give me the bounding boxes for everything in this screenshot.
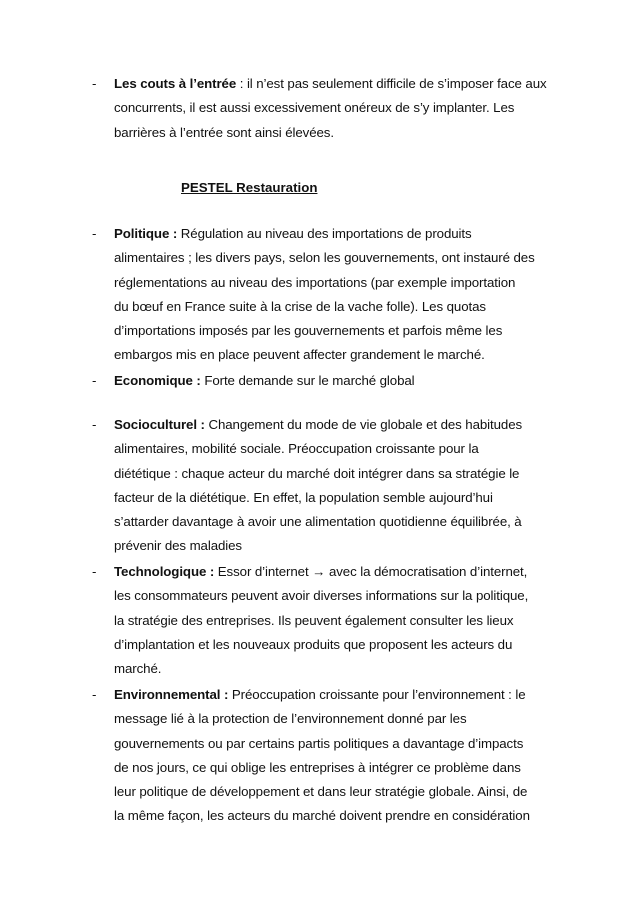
item-line-text: Changement du mode de vie globale et des habitudes (204, 417, 523, 432)
item-lines (114, 369, 584, 393)
item-term: Socioculturel : (114, 417, 205, 432)
item-line (114, 413, 584, 437)
item-line: gouvernements ou par certains partis politiques a davantage d’impacts (114, 735, 524, 751)
bullet-dash: - (92, 76, 97, 91)
item-line (114, 560, 584, 584)
item-line: la stratégie des entreprises. Ils peuvent également consulter les lieux (114, 612, 514, 628)
bullet-dash: - (92, 564, 97, 579)
intro-line-3: barrières à l’entrée sont ainsi élevées. (114, 124, 334, 140)
item-lines (114, 683, 584, 829)
item-line-text: Préoccupation croissante pour l’environnement : le (228, 687, 526, 702)
item-line: diététique : chaque acteur du marché doit intégrer dans sa stratégie le (114, 465, 520, 481)
intro-term: Les couts à l’entrée (114, 76, 237, 91)
item-lines (114, 413, 584, 559)
item-line: d’implantation et les nouveaux produits que proposent les acteurs du (114, 636, 513, 652)
item-line: d’importations imposés par les gouvernements et parfois même les (114, 323, 503, 339)
item-line: de nos jours, ce qui oblige les entreprises à intégrer ce problème dans (114, 759, 521, 775)
bullet-dash: - (92, 417, 97, 432)
item-line-text: Forte demande sur le marché global (200, 373, 415, 388)
item-lines (114, 222, 584, 368)
intro-line-2: concurrents, il est aussi excessivement onéreux de s’y implanter. Les (114, 100, 515, 116)
item-term: Technologique : (114, 564, 215, 579)
bullet-dash: - (92, 687, 97, 702)
item-line: du bœuf en France suite à la crise de la vache folle). Les quotas (114, 298, 486, 314)
intro-line-text: : il n’est pas seulement difficile de s’imposer face aux (236, 76, 547, 91)
item-line: la même façon, les acteurs du marché doivent prendre en considération (114, 808, 530, 824)
item-term: Environnemental : (114, 687, 229, 702)
item-line: facteur de la diététique. En effet, la population semble aujourd’hui (114, 489, 493, 505)
item-line: s’attarder davantage à avoir une alimentation quotidienne équilibrée, à (114, 514, 522, 530)
item-line (114, 683, 584, 707)
item-line: embargos mis en place peuvent affecter grandement le marché. (114, 347, 485, 363)
item-line: réglementations au niveau des importations (par exemple importation (114, 274, 516, 290)
bullet-dash: - (92, 373, 97, 388)
item-line: prévenir des maladies (114, 538, 242, 554)
section-title: PESTEL Restauration (181, 180, 318, 195)
item-line (114, 369, 584, 393)
item-line: leur politique de développement et dans leur stratégie globale. Ainsi, de (114, 784, 528, 800)
item-line-text: Régulation au niveau des importations de produits (177, 226, 472, 241)
item-term: Politique : (114, 226, 178, 241)
item-line (114, 222, 584, 246)
item-line: les consommateurs peuvent avoir diverses informations sur la politique, (114, 588, 529, 604)
item-line: message lié à la protection de l’environnement donné par les (114, 711, 467, 727)
item-line: alimentaires ; les divers pays, selon les gouvernements, ont instauré des (114, 250, 535, 266)
item-line: alimentaires, mobilité sociale. Préoccupation croissante pour la (114, 441, 479, 457)
item-line-text: Essor d’internet → avec la démocratisation d’internet, (214, 564, 528, 579)
item-term: Economique : (114, 373, 201, 388)
item-lines (114, 560, 584, 681)
intro-line-1 (114, 72, 584, 96)
bullet-dash: - (92, 226, 97, 241)
item-line: marché. (114, 661, 162, 677)
intro-lines (114, 72, 584, 145)
